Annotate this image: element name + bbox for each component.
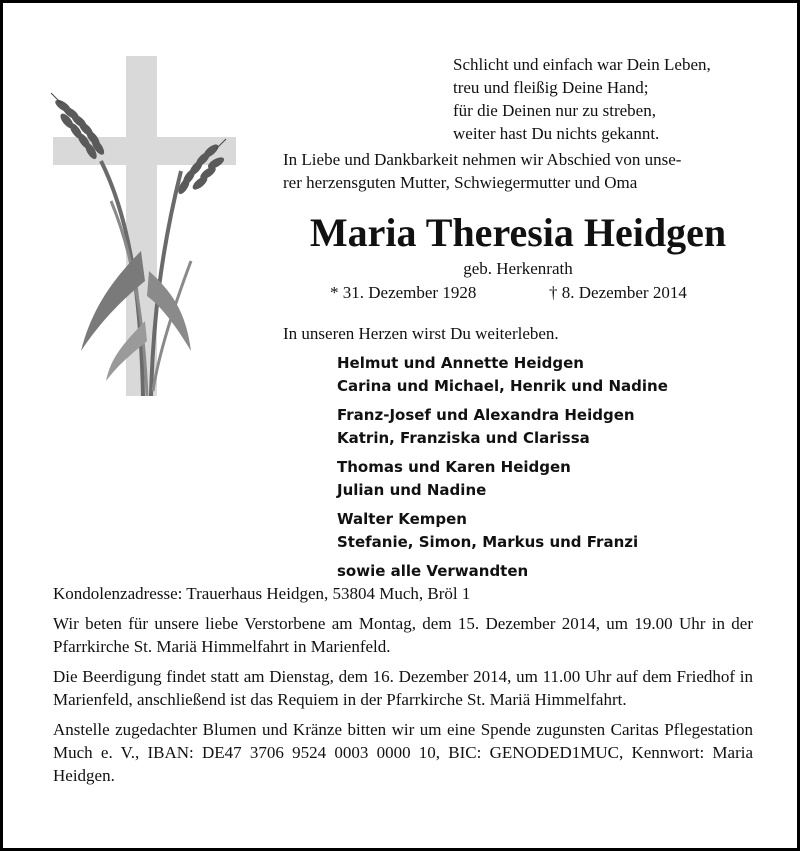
donation-paragraph: Anstelle zugedachter Blumen und Kränze bitten wir um eine Spende zugunsten Caritas Pflegestation Much e. V., IBAN: DE47 3706 9524 0003 0000 10, BIC: GENODED1MUC, Kennwort: Maria Heidgen.: [53, 720, 753, 785]
mourner-line: Helmut und Annette Heidgen: [337, 354, 584, 372]
intro-line: rer herzensguten Mutter, Schwiegermutter und Oma: [283, 173, 638, 192]
notice-body: [53, 582, 753, 794]
mourner-line: Stefanie, Simon, Markus und Franzi: [337, 533, 639, 551]
maiden-name: geb. Herkenrath: [463, 259, 573, 278]
condolence-address: Kondolenzadresse: Trauerhaus Heidgen, 53804 Much, Bröl 1: [53, 584, 471, 603]
funeral-paragraph: Die Beerdigung findet statt am Dienstag, dem 16. Dezember 2014, um 11.00 Uhr auf dem Friedhof in Marienfeld, anschließend ist das Requiem in der Pfarrkirche St. Mariä Himmelfahrt.: [53, 667, 753, 709]
intro-text: [283, 148, 753, 194]
mourner-line: Walter Kempen: [337, 510, 467, 528]
motto: In unseren Herzen wirst Du weiterleben.: [283, 324, 559, 343]
mourner-line: Thomas und Karen Heidgen: [337, 458, 571, 476]
birth-date: * 31. Dezember 1928: [330, 283, 477, 302]
poem: [453, 53, 773, 145]
cross-with-wheat-icon: [41, 51, 241, 401]
prayer-service-paragraph: Wir beten für unsere liebe Verstorbene am Montag, dem 15. Dezember 2014, um 19.00 Uhr in der Pfarrkirche St. Mariä Himmelfahrt in Marienfeld.: [53, 614, 753, 656]
deceased-name: Maria Theresia Heidgen: [309, 210, 727, 255]
mourner-group: [337, 352, 757, 398]
poem-line: weiter hast Du nichts gekannt.: [453, 124, 660, 143]
mourner-line: Julian und Nadine: [337, 481, 487, 499]
mourner-line: Franz-Josef und Alexandra Heidgen: [337, 406, 635, 424]
death-date: † 8. Dezember 2014: [549, 283, 687, 302]
poem-line: für die Deinen nur zu streben,: [453, 101, 656, 120]
mourner-group: [337, 560, 757, 583]
intro-line: In Liebe und Dankbarkeit nehmen wir Abschied von unse-: [283, 150, 682, 169]
poem-line: treu und fleißig Deine Hand;: [453, 78, 649, 97]
mourner-line: Katrin, Franziska und Clarissa: [337, 429, 590, 447]
mourner-line: sowie alle Verwandten: [337, 562, 529, 580]
mourner-group: [337, 404, 757, 450]
mourner-group: [337, 456, 757, 502]
mourner-line: Carina und Michael, Henrik und Nadine: [337, 377, 668, 395]
mourners-list: [337, 352, 757, 589]
mourner-group: [337, 508, 757, 554]
poem-line: Schlicht und einfach war Dein Leben,: [453, 55, 711, 74]
